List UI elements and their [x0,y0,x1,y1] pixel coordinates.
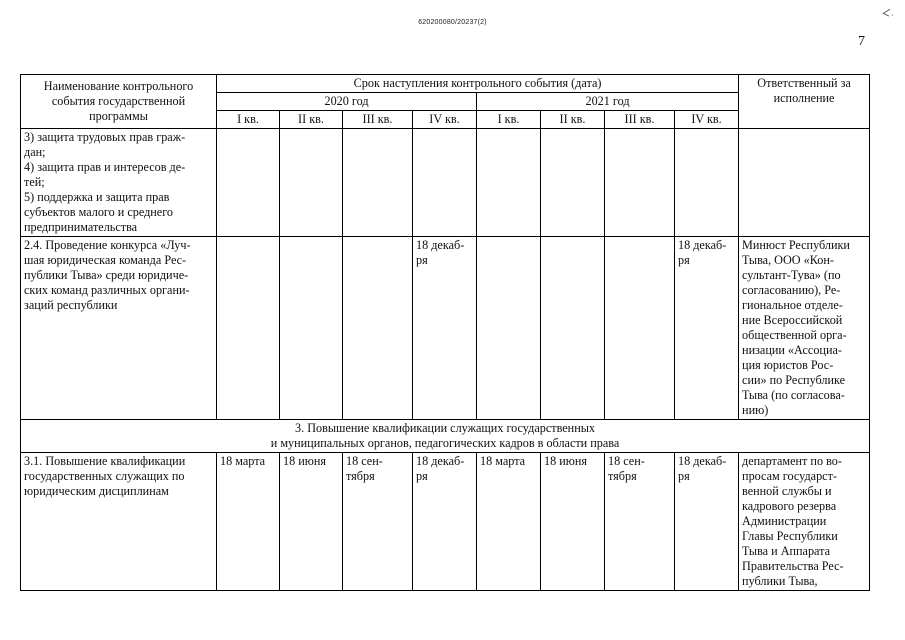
event-name-cell: 3.1. Повышение квалификации государственных служащих по юридическим дисциплинам [21,453,217,591]
quarter-cell [413,129,477,237]
quarter-cell: 18 декаб- ря [413,453,477,591]
quarter-cell [280,237,343,420]
section-row [21,420,870,453]
quarter-cell [675,129,739,237]
quarter-cell [343,129,413,237]
event-name-cell: 2.4. Проведение конкурса «Луч- шая юридическая команда Рес- публики Тыва» среди юридиче- ских команд различных органи- заций республики [21,237,217,420]
header-quarter: IV кв. [675,111,739,129]
header-quarter: II кв. [541,111,605,129]
quarter-cell: 18 июня [280,453,343,591]
header-quarter: I кв. [217,111,280,129]
header-quarter: III кв. [343,111,413,129]
responsible-cell [739,129,870,237]
quarter-cell [605,129,675,237]
header-quarter: I кв. [477,111,541,129]
header-responsible: Ответственный за исполнение [739,75,870,129]
quarter-cell [541,129,605,237]
document-code: 620200080/20237(2) [418,19,487,26]
section-heading: 3. Повышение квалификации служащих государственных и муниципальных органов, педагогических кадров в области права [21,420,870,453]
quarter-cell [477,129,541,237]
header-quarter: II кв. [280,111,343,129]
quarter-cell: 18 марта [217,453,280,591]
quarter-cell [343,237,413,420]
quarter-cell: 18 сен- тября [605,453,675,591]
responsible-cell: Минюст Республики Тыва, ООО «Кон- сультант-Тува» (по согласованию), Ре- гиональное отделе- ние Всероссийской общественной орга- низации «Ассоциа- ция юристов Рос- сии» по Республике Тыва (по согласова- нию) [739,237,870,420]
quarter-cell: 18 декаб- ря [675,453,739,591]
header-year-2021: 2021 год [477,93,739,111]
quarter-cell: 18 марта [477,453,541,591]
quarter-cell: 18 декаб- ря [675,237,739,420]
event-name-cell: 3) защита трудовых прав граж- дан; 4) защита прав и интересов де- тей; 5) поддержка и защита прав субъектов малого и среднего предпринимательства [21,129,217,237]
quarter-cell: 18 декаб- ря [413,237,477,420]
quarter-cell [605,237,675,420]
header-quarter: III кв. [605,111,675,129]
header-year-2020: 2020 год [217,93,477,111]
header-quarter: IV кв. [413,111,477,129]
quarter-cell [280,129,343,237]
table-row [21,453,870,591]
quarter-cell [217,129,280,237]
quarter-cell [477,237,541,420]
page-number: 7 [858,34,865,49]
table-row [21,129,870,237]
corner-handwritten-mark: ∠· [880,5,897,22]
quarter-cell [541,237,605,420]
responsible-cell: департамент по во- просам государст- венной службы и кадрового резерва Администрации Главы Республики Тыва и Аппарата Правительства Рес- публики Тыва, [739,453,870,591]
quarter-cell: 18 июня [541,453,605,591]
table-row [21,237,870,420]
quarter-cell: 18 сен- тября [343,453,413,591]
quarter-cell [217,237,280,420]
header-event-name: Наименование контрольного события государственной программы [21,75,217,129]
header-deadline: Срок наступления контрольного события (дата) [217,75,739,93]
control-events-table [20,74,870,591]
